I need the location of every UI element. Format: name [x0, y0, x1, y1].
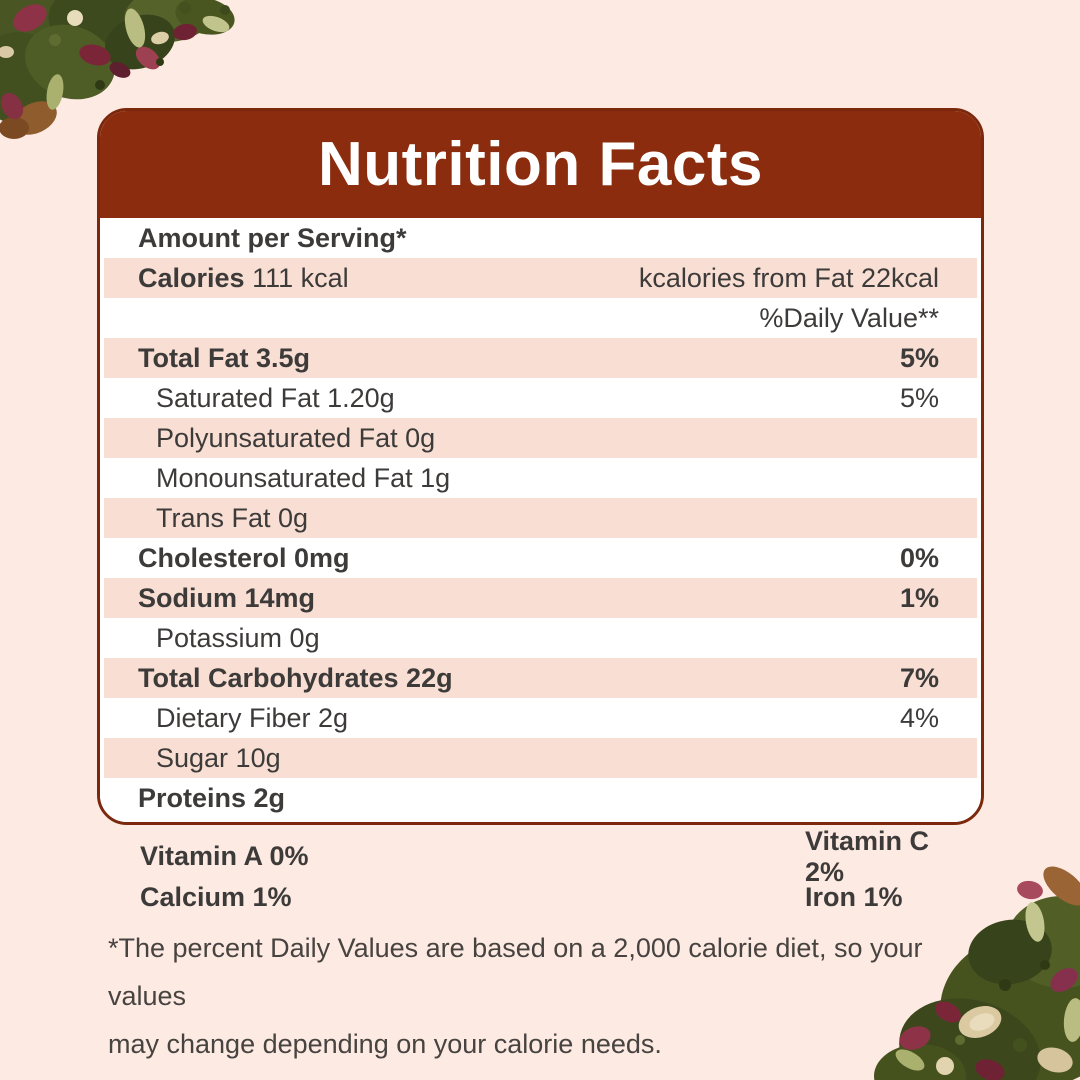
table-row	[104, 458, 977, 498]
table-row	[104, 498, 977, 538]
row-label-bold: Sodium 14mg	[138, 582, 316, 613]
row-value: %Daily Value**	[759, 302, 939, 333]
nutrition-table	[100, 218, 981, 822]
row-label-regular: Dietary Fiber 2g	[156, 702, 349, 733]
row-label-bold: Proteins 2g	[138, 782, 286, 813]
table-row	[104, 658, 977, 698]
row-label-regular: Saturated Fat 1.20g	[156, 382, 395, 413]
table-row	[104, 618, 977, 658]
row-label-regular: Sugar 10g	[156, 742, 281, 773]
row-value: 5%	[899, 382, 939, 413]
table-row	[104, 738, 977, 778]
vitamin-row	[140, 825, 940, 887]
vitamin-left-label: Vitamin A 0%	[140, 841, 309, 871]
table-row	[104, 578, 977, 618]
row-label-regular: Monounsaturated Fat 1g	[156, 462, 451, 493]
footnote-line: may change depending on your calorie needs.	[108, 1029, 662, 1059]
row-value: kcalories from Fat 22kcal	[638, 262, 939, 293]
row-value: 7%	[899, 662, 939, 693]
row-label-regular: 111 kcal	[244, 262, 349, 293]
row-value: 1%	[899, 582, 939, 613]
vitamin-right-label: Vitamin C 2%	[805, 825, 930, 887]
nutrition-facts-card	[97, 108, 984, 825]
row-value: 5%	[899, 342, 939, 373]
row-label-regular: Potassium 0g	[156, 622, 320, 653]
table-row	[104, 378, 977, 418]
table-row	[104, 258, 977, 298]
row-label-bold: Total Fat 3.5g	[138, 342, 311, 373]
row-value: 4%	[899, 702, 939, 733]
row-label-bold: Calories	[138, 262, 245, 293]
table-row	[104, 538, 977, 578]
vitamin-right-label: Iron 1%	[805, 882, 903, 912]
vitamin-left-label: Calcium 1%	[140, 882, 292, 912]
row-value: 0%	[899, 542, 939, 573]
footnote	[108, 924, 948, 1068]
table-row	[104, 418, 977, 458]
page-title: Nutrition Facts	[318, 130, 763, 199]
nutrition-facts-header	[100, 111, 981, 218]
row-label-bold: Amount per Serving*	[138, 222, 407, 253]
footnote-line: *The percent Daily Values are based on a 2,000 calorie diet, so your values	[108, 933, 923, 1011]
vitamins-section	[140, 825, 940, 918]
table-row	[104, 698, 977, 738]
table-row	[104, 218, 977, 258]
table-row	[104, 298, 977, 338]
row-label-bold: Total Carbohydrates 22g	[138, 662, 453, 693]
row-label-regular: Trans Fat 0g	[156, 502, 309, 533]
table-row	[104, 778, 977, 818]
table-row	[104, 338, 977, 378]
vitamin-row	[140, 877, 940, 918]
row-label-regular: Polyunsaturated Fat 0g	[156, 422, 436, 453]
row-label-bold: Cholesterol 0mg	[138, 542, 350, 573]
